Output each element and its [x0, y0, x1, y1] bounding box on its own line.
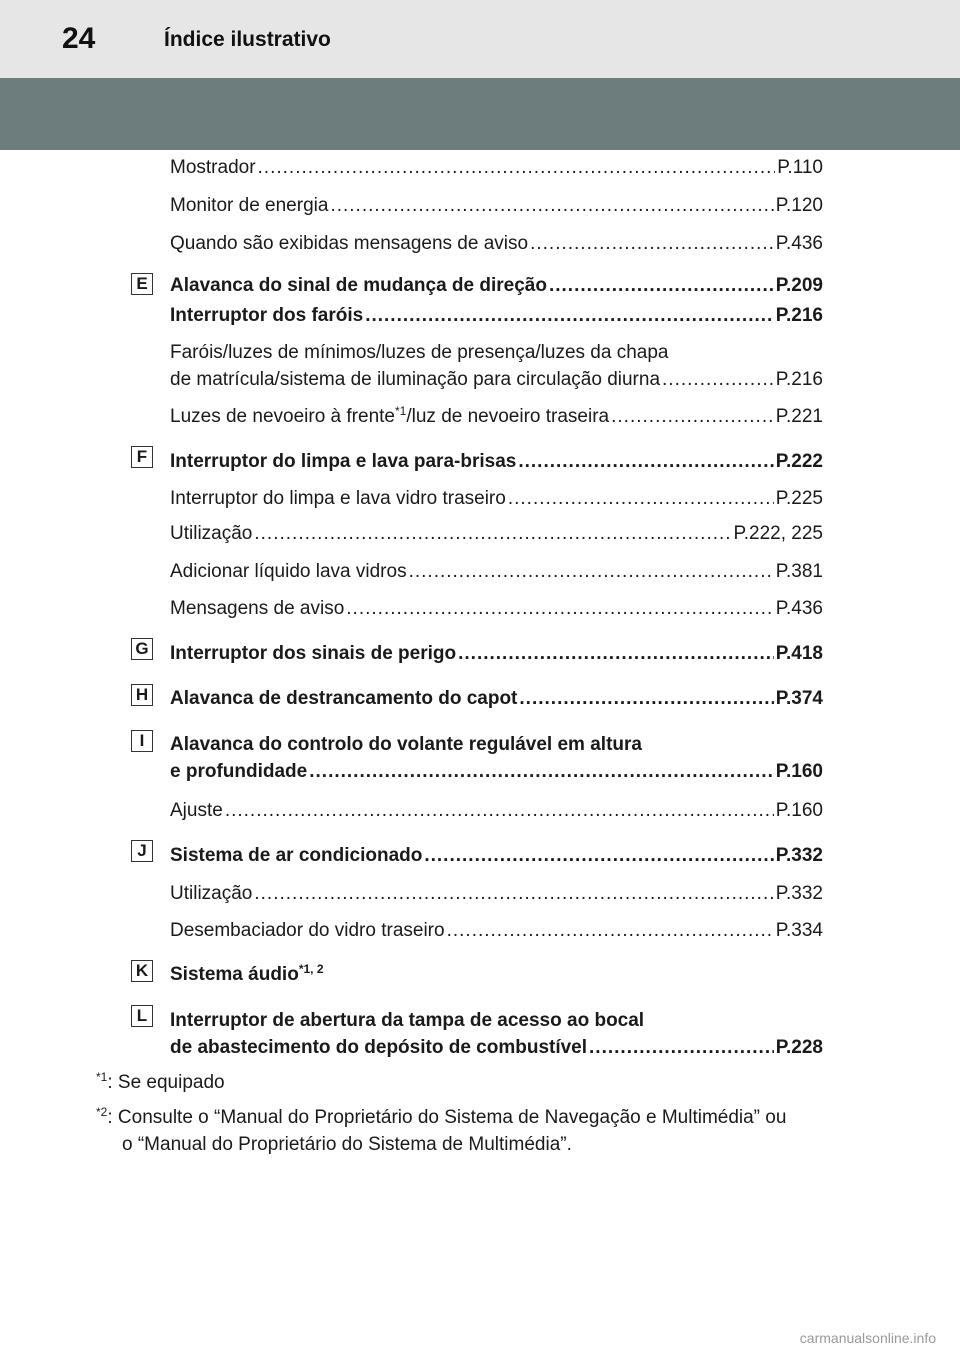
entry-farois-luzes: Faróis/luzes de mínimos/luzes de presença/luzes da chapa de matrícula/sistema de iluminação para circulação diurna ..... P.216: [170, 339, 823, 393]
page-ref[interactable]: P.120: [775, 195, 823, 216]
watermark: carmanualsonline.info: [799, 1330, 936, 1346]
footnote-1: $^{*1}$: Se equipado: [96, 1070, 225, 1093]
entry-mensagens-aviso-2: Mensagens de aviso ..... P.436: [170, 595, 823, 622]
footnote-2: $^{*2}$: Consulte o “Manual do Proprietário do Sistema de Navegação e Multimédia” ou o “Manual do Proprietário do Sistema de Multimédia”.: [96, 1105, 787, 1155]
page-ref[interactable]: P.222: [775, 451, 823, 472]
page-title: Índice ilustrativo: [164, 28, 331, 51]
callout-letter: I: [131, 730, 153, 752]
entry-capot: Alavanca de destrancamento do capot ..... P.374: [170, 685, 823, 712]
entry-desembaciador: Desembaciador do vidro traseiro ..... P.334: [170, 917, 823, 944]
entry-utilizacao-2: Utilização ..... P.332: [170, 880, 823, 907]
page-ref[interactable]: P.216: [775, 305, 823, 326]
footnote-mark: *1, 2: [298, 962, 324, 976]
page-ref[interactable]: P.418: [775, 643, 823, 664]
entry-limpa: Interruptor do limpa e lava para-brisas ..... P.222: [170, 448, 823, 475]
page-number: 24: [62, 22, 96, 55]
entry-alavanca-sinal: Alavanca do sinal de mudança de direção ..... P.209: [170, 272, 823, 299]
page-ref[interactable]: P.216: [775, 369, 823, 390]
entry-bocal: Interruptor de abertura da tampa de acesso ao bocal de abastecimento do depósito de combustível ..... P.228: [170, 1007, 823, 1061]
entry-limpa-traseiro: Interruptor do limpa e lava vidro traseiro ..... P.225: [170, 485, 823, 512]
page-ref[interactable]: P.436: [775, 233, 823, 254]
illustration-banner: [0, 78, 960, 150]
page-ref[interactable]: P.228: [775, 1037, 823, 1058]
entry-ar-condicionado: Sistema de ar condicionado ..... P.332: [170, 842, 823, 869]
page-ref[interactable]: P.110: [777, 157, 823, 178]
callout-letter: J: [131, 840, 153, 862]
entry-volante: Alavanca do controlo do volante regulável em altura e profundidade ..... P.160: [170, 731, 823, 785]
page-header: [0, 0, 960, 78]
page-ref[interactable]: P.334: [775, 920, 823, 941]
entry-audio: Sistema áudio$^{*1, 2}$: [170, 962, 324, 985]
entry-perigo: Interruptor dos sinais de perigo ..... P.418: [170, 640, 823, 667]
callout-letter: H: [131, 684, 153, 706]
page-ref[interactable]: P.209: [775, 275, 823, 296]
entry-mensagens-aviso: Quando são exibidas mensagens de aviso ..... P.436: [170, 230, 823, 257]
page-ref[interactable]: P.225: [775, 488, 823, 509]
callout-letter: E: [131, 273, 153, 295]
page-ref[interactable]: P.221: [775, 406, 823, 427]
entry-mostrador: Mostrador ..... P.110: [170, 154, 823, 181]
page-ref[interactable]: P.332: [775, 883, 823, 904]
entry-utilizacao: Utilização ..... P.222, 225: [170, 520, 823, 547]
page-ref[interactable]: P.222, 225: [733, 523, 823, 544]
entry-monitor: Monitor de energia ..... P.120: [170, 192, 823, 219]
callout-letter: F: [131, 446, 153, 468]
entry-ajuste: Ajuste ..... P.160: [170, 797, 823, 824]
entry-liquido: Adicionar líquido lava vidros ..... P.381: [170, 558, 823, 585]
page-ref[interactable]: P.374: [775, 688, 823, 709]
page-ref[interactable]: P.160: [775, 800, 823, 821]
callout-letter: K: [131, 960, 153, 982]
page-ref[interactable]: P.160: [775, 761, 823, 782]
footnote-mark: *1: [395, 404, 407, 418]
entry-farois: Interruptor dos faróis ..... P.216: [170, 302, 823, 329]
page-ref[interactable]: P.381: [775, 561, 823, 582]
callout-letter: L: [131, 1005, 153, 1027]
page-ref[interactable]: P.436: [775, 598, 823, 619]
entry-nevoeiro: Luzes de nevoeiro à frente$^{*1}$/luz de nevoeiro traseira ..... P.221: [170, 403, 823, 430]
callout-letter: G: [131, 638, 153, 660]
page-ref[interactable]: P.332: [775, 845, 823, 866]
